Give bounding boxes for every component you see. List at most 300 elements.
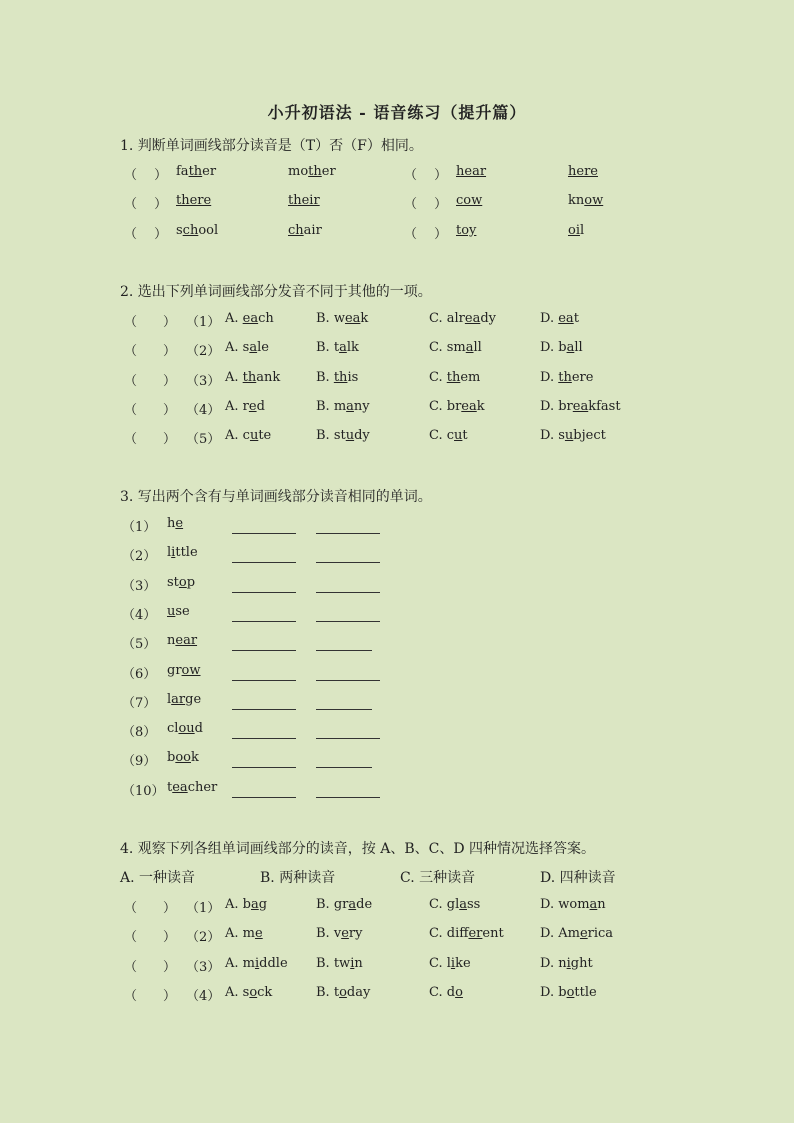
word-part: gr: [167, 662, 182, 678]
choice: [225, 897, 267, 912]
underlined-part: ar: [171, 691, 186, 707]
choice: [540, 370, 593, 385]
choice-letter: C.: [429, 984, 447, 1000]
item-number: （2）: [186, 344, 221, 360]
answer-paren: （ ）: [124, 227, 168, 242]
word-part: bject: [573, 428, 606, 444]
underlined-part: e: [248, 398, 257, 414]
word-part: tw: [333, 955, 351, 971]
word-part: s: [558, 428, 565, 444]
underlined-part: u: [454, 428, 463, 444]
underlined-part: a: [339, 340, 347, 356]
word-part: ry: [348, 926, 363, 942]
underlined-part: ea: [461, 398, 477, 414]
word-part: v: [333, 926, 342, 942]
choice: [429, 897, 480, 912]
choice: [429, 985, 463, 1000]
item-number: （4）: [122, 607, 157, 623]
underlined-part: e: [175, 516, 184, 531]
word-part: cl: [167, 721, 179, 737]
word-part: kn: [568, 193, 585, 208]
item-number: （3）: [186, 959, 221, 975]
choice: [540, 428, 606, 443]
item-number: （7）: [122, 695, 157, 711]
word-part: br: [558, 398, 573, 414]
option-a: A. 一种读音: [120, 870, 196, 886]
choice-letter: B.: [316, 369, 334, 385]
choice-letter: C.: [429, 955, 447, 971]
word-part: dy: [480, 311, 496, 326]
underlined-part: here: [568, 164, 598, 179]
choice-letter: B.: [316, 897, 334, 912]
underlined-part: th: [188, 164, 203, 179]
underlined-part: ou: [178, 721, 195, 737]
underlined-part: oi: [568, 223, 580, 238]
choice: [225, 399, 265, 414]
underlined-part: u: [564, 428, 574, 444]
word-part: l: [167, 691, 172, 707]
prompt-word: [167, 663, 201, 678]
underlined-part: i: [450, 955, 456, 971]
choice-letter: A.: [225, 984, 243, 1000]
word-part: t: [333, 340, 340, 356]
option-b: B. 两种读音: [260, 870, 336, 886]
word-part: te: [258, 428, 272, 444]
word-part: n: [558, 955, 567, 971]
underlined-part: o: [339, 984, 347, 1000]
word-part: m: [242, 926, 255, 942]
word-part: k: [190, 750, 199, 766]
word-part: h: [167, 516, 176, 531]
word-part: st: [167, 574, 179, 590]
underlined-part: ch: [182, 223, 199, 238]
underlined-part: ear: [175, 633, 198, 649]
word-part: l: [579, 223, 585, 238]
choice-letter: A.: [225, 926, 243, 942]
choice-letter: B.: [316, 311, 334, 326]
word-a: [176, 223, 218, 238]
word-d: [568, 193, 603, 208]
choice-letter: B.: [316, 926, 334, 942]
choice: [429, 370, 480, 385]
underlined-part: ow: [181, 662, 201, 678]
word-part: b: [242, 897, 251, 912]
choice-letter: D.: [540, 897, 559, 912]
underlined-part: i: [171, 545, 176, 561]
word-d: [568, 223, 584, 238]
item-number: （9）: [122, 754, 157, 770]
underlined-part: i: [566, 955, 571, 971]
choice: [429, 428, 468, 443]
underlined-part: th: [242, 369, 257, 385]
choice: [316, 311, 368, 326]
word-a: [176, 164, 216, 179]
word-part: k: [476, 398, 485, 414]
word-part: fa: [176, 164, 189, 179]
answer-paren: （ ）: [124, 959, 177, 975]
underlined-part: cow: [456, 193, 483, 208]
word-part: l: [167, 545, 172, 561]
choice: [540, 956, 593, 971]
choice-letter: B.: [316, 398, 334, 414]
word-part: ank: [256, 369, 281, 385]
word-part: em: [460, 369, 481, 385]
word-part: l: [446, 955, 451, 971]
word-part: b: [558, 984, 567, 1000]
item-number: （8）: [122, 725, 157, 741]
choice-letter: D.: [540, 955, 559, 971]
answer-paren: （ ）: [124, 432, 177, 448]
underlined-part: a: [459, 897, 467, 912]
word-b: [288, 223, 322, 238]
word-part: g: [258, 897, 268, 912]
word-part: ll: [574, 340, 583, 356]
choice: [540, 926, 613, 941]
answer-blank[interactable]: [232, 519, 296, 534]
word-part: ddle: [259, 955, 288, 971]
word-part: ere: [571, 369, 594, 385]
item-number: （1）: [186, 901, 221, 916]
choice-letter: B.: [316, 428, 334, 444]
answer-blank[interactable]: [232, 548, 296, 563]
underlined-part: e: [341, 926, 349, 942]
word-part: d: [446, 984, 456, 1000]
word-part: s: [242, 340, 250, 356]
underlined-part: hear: [456, 164, 487, 179]
choice-letter: A.: [225, 428, 243, 444]
choice-letter: B.: [316, 955, 334, 971]
underlined-part: a: [348, 897, 357, 912]
answer-blank[interactable]: [232, 666, 296, 681]
word-part: is: [347, 369, 359, 385]
word-part: wom: [558, 897, 590, 912]
choice: [540, 399, 621, 414]
word-part: de: [356, 897, 373, 912]
item-number: （4）: [186, 402, 221, 418]
answer-blank[interactable]: [232, 783, 296, 798]
prompt-word: [167, 780, 217, 795]
word-part: ttle: [574, 984, 597, 1000]
choice: [225, 956, 288, 971]
word-b: [288, 193, 320, 208]
answer-blank[interactable]: [232, 695, 296, 710]
choice-letter: D.: [540, 340, 559, 356]
answer-blank[interactable]: [232, 578, 296, 593]
word-part: ool: [198, 223, 219, 238]
word-part: p: [186, 574, 196, 590]
choice: [225, 311, 274, 326]
word-c: [456, 164, 486, 179]
word-part: sm: [446, 340, 466, 356]
underlined-part: their: [288, 193, 320, 208]
item-number: （3）: [122, 578, 157, 594]
underlined-part: toy: [456, 223, 477, 238]
word-part: t: [573, 311, 579, 326]
item-number: （10）: [122, 783, 165, 799]
underlined-part: u: [249, 428, 259, 444]
word-part: le: [257, 340, 269, 356]
word-b: [288, 164, 336, 179]
word-a: [176, 193, 211, 208]
choice: [540, 897, 606, 912]
word-part: ss: [467, 897, 481, 912]
underlined-part: e: [579, 926, 588, 942]
word-part: n: [354, 955, 363, 971]
answer-blank[interactable]: [232, 607, 296, 622]
choice-letter: D.: [540, 398, 559, 414]
answer-blank[interactable]: [316, 695, 372, 710]
word-part: er: [321, 164, 336, 179]
answer-paren: （ ）: [124, 373, 177, 389]
choice: [225, 370, 280, 385]
underlined-part: a: [566, 340, 575, 356]
word-part: ny: [353, 398, 370, 414]
underlined-part: u: [167, 603, 176, 619]
underlined-part: there: [176, 193, 212, 208]
section2-heading: 2. 选出下列单词画线部分发音不同于其他的一项。: [120, 284, 432, 300]
answer-paren: （ ）: [124, 344, 177, 360]
choice-letter: A.: [225, 340, 243, 356]
choice-letter: B.: [316, 984, 334, 1000]
underlined-part: ea: [464, 311, 481, 326]
answer-paren: （ ）: [124, 988, 177, 1004]
underlined-part: a: [250, 897, 259, 912]
choice-letter: D.: [540, 369, 559, 385]
answer-paren: （ ）: [124, 315, 177, 330]
word-d: [568, 164, 598, 179]
word-part: t: [462, 428, 468, 444]
underlined-part: a: [589, 897, 598, 912]
underlined-part: ea: [172, 779, 188, 795]
word-part: ck: [257, 984, 273, 1000]
underlined-part: th: [333, 369, 348, 385]
choice: [225, 985, 272, 1000]
prompt-word: [167, 604, 190, 619]
choice: [316, 399, 370, 414]
word-part: c: [446, 428, 455, 444]
word-part: m: [242, 955, 255, 971]
underlined-part: i: [254, 955, 260, 971]
underlined-part: a: [346, 398, 354, 414]
word-part: dy: [354, 428, 370, 444]
choice-letter: C.: [429, 897, 447, 912]
word-part: b: [167, 750, 176, 766]
underlined-part: o: [178, 574, 187, 590]
underlined-part: u: [345, 428, 355, 444]
choice-letter: C.: [429, 369, 447, 385]
word-part: c: [242, 428, 250, 444]
prompt-word: [167, 692, 201, 707]
word-c: [456, 193, 482, 208]
answer-blank[interactable]: [316, 783, 380, 798]
answer-paren: （ ）: [124, 197, 168, 212]
answer-blank[interactable]: [232, 753, 296, 768]
word-part: m: [333, 398, 347, 414]
word-part: day: [346, 984, 371, 1000]
underlined-part: ea: [344, 311, 361, 326]
item-number: （2）: [122, 549, 157, 565]
item-number: （3）: [186, 373, 221, 389]
underlined-part: th: [446, 369, 461, 385]
answer-paren: （ ）: [124, 930, 177, 946]
word-part: Am: [558, 926, 580, 942]
choice-letter: A.: [225, 398, 243, 414]
word-part: k: [360, 311, 369, 326]
underlined-part: o: [249, 984, 258, 1000]
item-number: （5）: [122, 637, 157, 653]
choice-letter: B.: [316, 340, 334, 356]
answer-paren: （ ）: [404, 227, 448, 242]
choice: [429, 311, 496, 326]
item-number: （1）: [186, 315, 221, 330]
word-c: [456, 223, 476, 238]
item-number: （2）: [186, 930, 221, 946]
choice-letter: C.: [429, 398, 447, 414]
word-part: ent: [482, 926, 504, 942]
underlined-part: ea: [558, 311, 574, 326]
word-part: ttle: [175, 545, 198, 561]
prompt-word: [167, 516, 183, 531]
answer-blank[interactable]: [232, 724, 296, 739]
underlined-part: e: [254, 926, 263, 942]
choice-letter: A.: [225, 897, 243, 912]
choice-letter: A.: [225, 311, 243, 326]
word-part: gr: [333, 897, 349, 912]
answer-paren: （ ）: [124, 901, 177, 916]
underlined-part: o: [455, 984, 463, 1000]
word-part: rica: [587, 926, 614, 942]
choice: [316, 340, 359, 355]
choice-letter: C.: [429, 340, 447, 356]
word-part: lk: [346, 340, 359, 356]
choice-letter: C.: [429, 311, 447, 326]
word-part: ll: [473, 340, 482, 356]
choice: [225, 926, 263, 941]
choice-letter: C.: [429, 926, 447, 942]
word-part: ge: [185, 691, 202, 707]
prompt-word: [167, 575, 195, 590]
word-part: se: [175, 603, 190, 619]
underlined-part: th: [308, 164, 322, 179]
word-part: t: [167, 779, 173, 795]
answer-paren: （ ）: [124, 402, 177, 418]
answer-blank[interactable]: [316, 519, 380, 534]
underlined-part: ch: [288, 223, 304, 238]
word-part: n: [167, 633, 176, 649]
word-part: diff: [446, 926, 469, 942]
answer-blank[interactable]: [316, 578, 380, 593]
section4-heading: 4. 观察下列各组单词画线部分的读音，按 A、B、C、D 四种情况选择答案。: [120, 841, 596, 857]
answer-blank[interactable]: [316, 607, 380, 622]
answer-blank[interactable]: [316, 724, 380, 739]
underlined-part: er: [468, 926, 483, 942]
prompt-word: [167, 633, 197, 648]
word-part: w: [333, 311, 345, 326]
underlined-part: ea: [572, 398, 589, 414]
word-part: t: [333, 984, 340, 1000]
choice: [429, 926, 504, 941]
choice: [429, 956, 471, 971]
word-part: kfast: [588, 398, 621, 414]
underlined-part: ea: [242, 311, 259, 326]
word-part: br: [446, 398, 462, 414]
choice-letter: D.: [540, 984, 559, 1000]
item-number: （4）: [186, 988, 221, 1004]
underlined-part: o: [566, 984, 575, 1000]
choice: [316, 926, 362, 941]
choice-letter: A.: [225, 955, 243, 971]
word-part: d: [194, 721, 203, 737]
word-part: cher: [187, 779, 218, 795]
item-number: （6）: [122, 666, 157, 682]
answer-blank[interactable]: [316, 753, 372, 768]
word-part: ch: [258, 311, 274, 326]
choice: [316, 985, 370, 1000]
answer-paren: （ ）: [404, 168, 448, 183]
item-number: （5）: [186, 432, 221, 448]
word-part: s: [176, 223, 183, 238]
choice: [540, 311, 579, 326]
prompt-word: [167, 721, 203, 736]
choice: [316, 370, 358, 385]
word-part: d: [256, 398, 265, 414]
word-part: b: [558, 340, 567, 356]
choice: [316, 897, 372, 912]
underlined-part: th: [558, 369, 572, 385]
prompt-word: [167, 545, 198, 560]
word-part: st: [333, 428, 346, 444]
section3-heading: 3. 写出两个含有与单词画线部分读音相同的单词。: [120, 489, 432, 505]
choice-letter: A.: [225, 369, 243, 385]
choice-letter: D.: [540, 428, 559, 444]
answer-blank[interactable]: [316, 636, 372, 651]
choice: [316, 428, 370, 443]
option-d: D. 四种读音: [540, 870, 616, 886]
page-title: 小升初语法 - 语音练习（提升篇）: [267, 103, 527, 122]
choice: [429, 399, 485, 414]
word-part: air: [303, 223, 322, 238]
word-part: ke: [455, 955, 471, 971]
underlined-part: a: [249, 340, 258, 356]
underlined-part: a: [465, 340, 474, 356]
item-number: （1）: [122, 520, 157, 535]
choice: [225, 340, 269, 355]
word-part: n: [597, 897, 606, 912]
choice-letter: D.: [540, 311, 559, 326]
underlined-part: ow: [584, 193, 604, 208]
word-part: alr: [446, 311, 465, 326]
answer-blank[interactable]: [316, 548, 380, 563]
choice: [540, 340, 583, 355]
choice: [540, 985, 597, 1000]
answer-paren: （ ）: [404, 197, 448, 212]
section1-heading: 1. 判断单词画线部分读音是（T）否（F）相同。: [120, 138, 423, 154]
choice-letter: D.: [540, 926, 559, 942]
word-part: r: [242, 398, 249, 414]
answer-blank[interactable]: [232, 636, 296, 651]
choice: [316, 956, 363, 971]
underlined-part: i: [350, 955, 355, 971]
word-part: ght: [570, 955, 593, 971]
choice: [429, 340, 482, 355]
choice: [225, 428, 271, 443]
word-part: gl: [446, 897, 460, 912]
word-part: mo: [288, 164, 309, 179]
answer-paren: （ ）: [124, 168, 168, 183]
answer-blank[interactable]: [316, 666, 380, 681]
prompt-word: [167, 750, 199, 765]
choice-letter: C.: [429, 428, 447, 444]
